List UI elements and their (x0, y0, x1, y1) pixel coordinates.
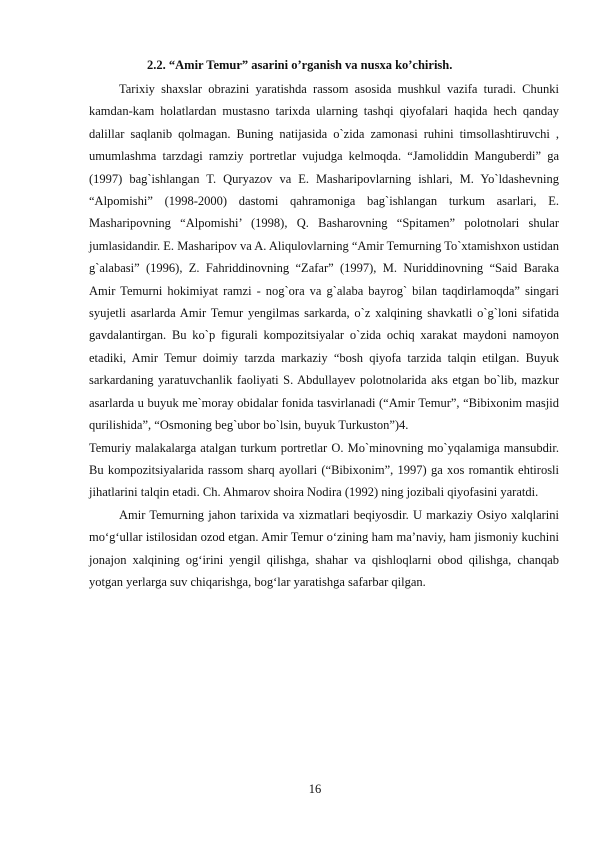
body-text (89, 78, 559, 593)
section-heading: 2.2. “Amir Temur” asarini o’rganish va nusxa ko’chirish. (147, 58, 453, 72)
page-number: 16 (308, 782, 322, 796)
paragraph-2: Temuriy malakalarga atalgan turkum portretlar O. Mo`minovning mo`yqalamiga mansubdir. Bu kompozitsiyalarida rassom sharq ayollari (“Bibixonim”, 1997) ga xos romantik ehtirosli jihatlarini talqin etadi. Ch. Ahmarov shoira Nodira (1992) ning jozibali qiyofasini yaratdi. (89, 440, 559, 500)
paragraph-3: Amir Temurning jahon tarixida va xizmatlari beqiyosdir. U markaziy Osiyo xalqlarini mo‘g‘ullar istilosidan ozod etgan. Amir Temur o‘zining ham ma’naviy, ham jismoniy kuchini jonajon xalqining og‘irini yengil qilishga, shahar va qishloqlarni obod qilishga, chanqab yotgan yerlarga suv chiqarishga, bog‘lar yaratishga safarbar qilgan. (89, 507, 559, 589)
paragraph-1: Tarixiy shaxslar obrazini yaratishda rassom asosida mushkul vazifa turadi. Chunki kamdan-kam holatlardan mustasno tarixda ularning tashqi qiyofalari haqida hech qanday dalillar saqlanib qolmagan. Buning natijasida o`zida zamonasi ruhini timsollashtiruvchi , umumlashma tarzdagi ramziy portretlar vujudga kelmoqda. “Jamoliddin Manguberdi” ga (1997) bag`ishlangan T. Quryazov va E. Masharipovlarning ishlari, M. Yo`ldashevning “Alpomishi” (1998-2000) dastomi qahramoniga bag`ishlangan turkum asarlari, E. Masharipovning “Alpomishi’ (1998), Q. Basharovning “Spitamen” polotnolari shular jumlasidandir. E. Masharipov va A. Aliqulovlarning “Amir Temurning To`xtamishxon ustidan g`alabasi” (1996), Z. Fahriddinovning “Zafar” (1997), M. Nuriddinovning “Said Baraka Amir Temurni hokimiyat ramzi - nog`ora va g`alaba bayrog` bilan taqdirlamoqda” singari syujetli asarlarda Amir Temur yengilmas sarkarda, o`z xalqining shavkatli o`g`loni sifatida gavdalantirgan. Bu ko`p figurali kompozitsiyalar o`zida ochiq xarakat maydoni namoyon etadiki, Amir Temur doimiy tarzda markaziy “bosh qiyofa tarzida talqin etilgan. Buyuk sarkardaning yaratuvchanlik faoliyati S. Abdullayev polotnolarida aks etgan bo`lib, mazkur asarlarda u buyuk me`moray obidalar fonida tasvirlanadi (“Amir Temur”, “Bibixonim masjid qurilishida”, “Osmoning beg`ubor bo`lsin, buyuk Turkuston”)4. (89, 82, 559, 433)
